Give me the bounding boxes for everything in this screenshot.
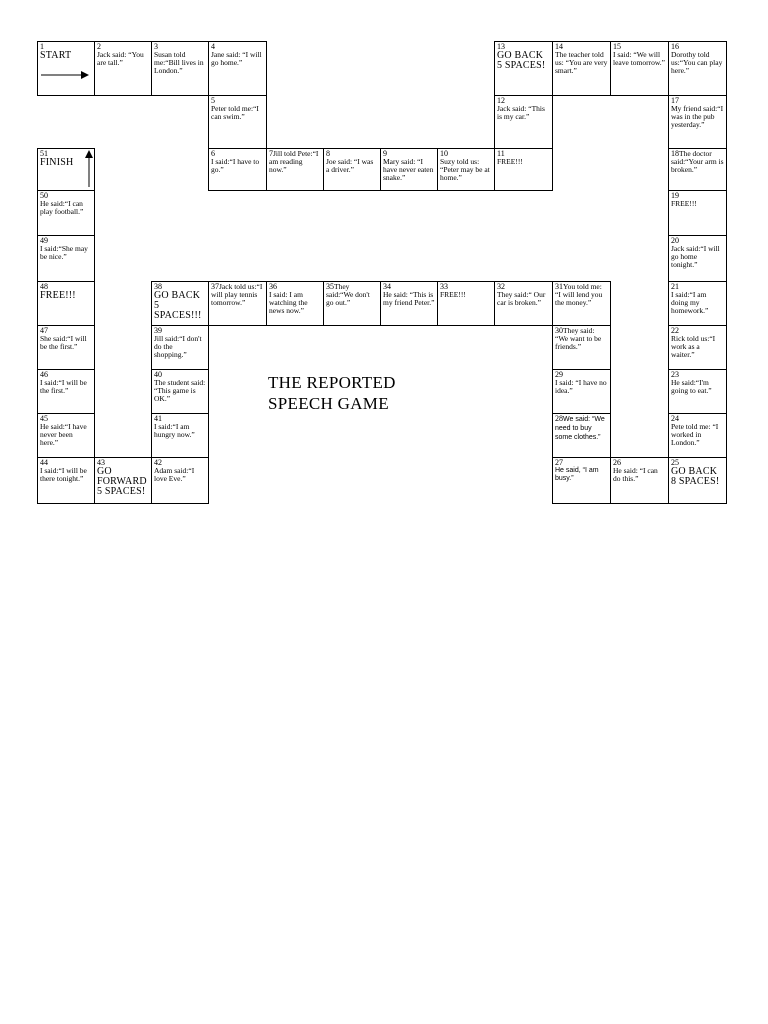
cell-text: I said:“I am hungry now.” — [154, 422, 195, 440]
board-cell-19 — [668, 190, 727, 236]
cell-number: 13 — [497, 42, 505, 51]
cell-number: 44 — [40, 458, 48, 467]
board-cell-38 — [151, 281, 209, 326]
cell-text: He said: “This is my friend Peter.” — [383, 290, 435, 308]
cell-text: You told me: “I will lend you the money.” — [555, 282, 603, 308]
finish-arrow-icon — [83, 149, 95, 189]
cell-number: 20 — [671, 236, 679, 245]
cell-number: 3 — [154, 42, 158, 51]
cell-text: He said: “I can do this.” — [613, 466, 658, 484]
board-cell-17 — [668, 95, 727, 149]
cell-number: 47 — [40, 326, 48, 335]
cell-text: Jack said:“I will go home tonight.” — [671, 244, 720, 270]
cell-text: Dorothy told us:“You can play here.” — [671, 50, 723, 76]
cell-text: We said: “We need to buy some clothes.” — [555, 416, 605, 441]
cell-number: 43 — [97, 458, 105, 467]
board-cell-6 — [208, 148, 267, 191]
cell-number: 36 — [269, 282, 277, 291]
cell-text: START — [40, 50, 72, 61]
cell-text: He said:“I have never been here.” — [40, 422, 87, 448]
cell-text: GO FORWARD 5 SPACES! — [97, 466, 147, 497]
game-title — [268, 372, 396, 414]
cell-number: 37 — [211, 282, 219, 291]
cell-text: I said: I am watching the news now.” — [269, 290, 308, 316]
cell-number: 30 — [555, 326, 563, 335]
board-cell-26 — [610, 457, 669, 504]
cell-text: GO BACK 5 SPACES!!! — [154, 290, 202, 321]
cell-text: I said:“I am doing my homework.” — [671, 290, 709, 316]
cell-number: 19 — [671, 191, 679, 200]
cell-number: 12 — [497, 96, 505, 105]
cell-text: He said:“I can play football.” — [40, 199, 84, 217]
board-cell-20 — [668, 235, 727, 282]
cell-content — [555, 415, 608, 442]
cell-number: 6 — [211, 149, 215, 158]
board-cell-5 — [208, 95, 267, 149]
cell-number: 9 — [383, 149, 387, 158]
board-cell-49 — [37, 235, 95, 282]
cell-text: Adam said:“I love Eve.” — [154, 466, 195, 484]
cell-content — [555, 283, 608, 308]
cell-content — [555, 327, 608, 352]
board-cell-28 — [552, 413, 611, 458]
board-cell-33 — [437, 281, 495, 326]
board-cell-22 — [668, 325, 727, 370]
board-cell-12 — [494, 95, 553, 149]
board-cell-36 — [266, 281, 324, 326]
cell-number: 18 — [671, 149, 679, 158]
board-cell-7 — [266, 148, 324, 191]
cell-number: 4 — [211, 42, 215, 51]
board-cell-32 — [494, 281, 553, 326]
cell-text: FREE!!! — [671, 199, 697, 208]
cell-text: My friend said:“I was in the pub yesterday.” — [671, 104, 724, 130]
board-cell-16 — [668, 41, 727, 96]
board-cell-27 — [552, 457, 611, 504]
cell-text: Rick told us:“I work as a waiter.” — [671, 334, 716, 360]
cell-number: 51 — [40, 149, 48, 158]
cell-text: He said, “I am busy.” — [555, 467, 599, 482]
cell-number: 33 — [440, 282, 448, 291]
cell-number: 25 — [671, 458, 679, 467]
cell-text: I said: “We will leave tomorrow.” — [613, 50, 665, 68]
title-line-1: THE REPORTED — [268, 373, 396, 392]
cell-number: 22 — [671, 326, 679, 335]
cell-number: 27 — [555, 458, 563, 467]
cell-text: Mary said: “I have never eaten snake.” — [383, 157, 434, 183]
cell-number: 28 — [555, 414, 563, 423]
cell-number: 7 — [269, 149, 273, 158]
board-cell-40 — [151, 369, 209, 414]
cell-number: 42 — [154, 458, 162, 467]
board-cell-41 — [151, 413, 209, 458]
cell-text: FREE!!! — [440, 290, 466, 299]
cell-number: 26 — [613, 458, 621, 467]
cell-number: 31 — [555, 282, 563, 291]
cell-number: 46 — [40, 370, 48, 379]
cell-text: The teacher told us: “You are very smart.” — [555, 50, 608, 76]
cell-number: 39 — [154, 326, 162, 335]
cell-text: The student said: “This game is OK.” — [154, 378, 206, 404]
cell-number: 45 — [40, 414, 48, 423]
board-cell-21 — [668, 281, 727, 326]
cell-number: 49 — [40, 236, 48, 245]
cell-text: Jane said: “I will go home.” — [211, 50, 262, 68]
cell-number: 23 — [671, 370, 679, 379]
cell-number: 16 — [671, 42, 679, 51]
board-cell-47 — [37, 325, 95, 370]
cell-number: 40 — [154, 370, 162, 379]
board-cell-29 — [552, 369, 611, 414]
board-cell-35 — [323, 281, 381, 326]
cell-number: 5 — [211, 96, 215, 105]
cell-number: 8 — [326, 149, 330, 158]
cell-content — [269, 150, 321, 175]
board-cell-37 — [208, 281, 267, 326]
cell-text: They said:“We don't go out.” — [326, 282, 370, 308]
board-cell-13 — [494, 41, 553, 96]
cell-number: 29 — [555, 370, 563, 379]
board-cell-11 — [494, 148, 553, 191]
board-cell-31 — [552, 281, 611, 326]
cell-text: Pete told me: “I worked in London.” — [671, 422, 719, 448]
cell-number: 48 — [40, 282, 48, 291]
cell-text: Jack said: “This is my car.” — [497, 104, 545, 122]
board-cell-4 — [208, 41, 267, 96]
cell-number: 14 — [555, 42, 563, 51]
cell-text: GO BACK 5 SPACES! — [497, 50, 546, 71]
board-cell-24 — [668, 413, 727, 458]
cell-number: 38 — [154, 282, 162, 291]
cell-text: Jack said: “You are tall.” — [97, 50, 144, 68]
cell-text: FREE!!! — [497, 157, 523, 166]
cell-content — [671, 150, 724, 175]
cell-number: 32 — [497, 282, 505, 291]
board-cell-18 — [668, 148, 727, 191]
board-cell-25 — [668, 457, 727, 504]
cell-text: GO BACK 8 SPACES! — [671, 466, 720, 487]
board-cell-30 — [552, 325, 611, 370]
board-cell-50 — [37, 190, 95, 236]
cell-text: The doctor said:“Your arm is broken.” — [671, 149, 724, 175]
cell-text: I said: “I have no idea.” — [555, 378, 607, 396]
board-cell-9 — [380, 148, 438, 191]
cell-text: Joe said: “I was a driver.” — [326, 157, 374, 175]
cell-number: 15 — [613, 42, 621, 51]
cell-content — [211, 283, 264, 308]
cell-text: FINISH — [40, 157, 74, 168]
cell-number: 10 — [440, 149, 448, 158]
cell-text: I said:“She may be nice.” — [40, 244, 88, 262]
cell-number: 35 — [326, 282, 334, 291]
board-cell-15 — [610, 41, 669, 96]
cell-text: FREE!!! — [40, 290, 76, 301]
cell-text: I said:“I will be the first.” — [40, 378, 87, 396]
start-arrow-icon — [41, 69, 91, 81]
board-cell-10 — [437, 148, 495, 191]
board-cell-14 — [552, 41, 611, 96]
cell-text: Jack told us:“I will play tennis tomorrow.” — [211, 282, 263, 308]
board-cell-34 — [380, 281, 438, 326]
board-cell-39 — [151, 325, 209, 370]
cell-text: Jill told Pete:“I am reading now.” — [269, 149, 319, 175]
board-cell-48 — [37, 281, 95, 326]
cell-text: I said:“I will be there tonight.” — [40, 466, 87, 484]
cell-text: They said: “We want to be friends.” — [555, 326, 602, 352]
cell-number: 50 — [40, 191, 48, 200]
board-cell-42 — [151, 457, 209, 504]
cell-text: She said:“I will be the first.” — [40, 334, 87, 352]
cell-number: 1 — [40, 42, 44, 51]
cell-text: They said:“ Our car is broken.” — [497, 290, 546, 308]
board-cell-8 — [323, 148, 381, 191]
cell-text: Jill said:“I don't do the shopping.” — [154, 334, 202, 360]
board-cell-46 — [37, 369, 95, 414]
cell-text: Peter told me:“I can swim.” — [211, 104, 259, 122]
board-cell-2 — [94, 41, 152, 96]
cell-number: 24 — [671, 414, 679, 423]
cell-number: 17 — [671, 96, 679, 105]
board-cell-44 — [37, 457, 95, 504]
board-cell-3 — [151, 41, 209, 96]
cell-number: 34 — [383, 282, 391, 291]
cell-text: Susan told me:“Bill lives in London.” — [154, 50, 204, 76]
board-cell-43 — [94, 457, 152, 504]
cell-number: 21 — [671, 282, 679, 291]
cell-text: Suzy told us: “Peter may be at home.” — [440, 157, 490, 183]
board-cell-45 — [37, 413, 95, 458]
cell-text: I said:“I have to go.” — [211, 157, 260, 175]
cell-number: 41 — [154, 414, 162, 423]
board-cell-23 — [668, 369, 727, 414]
cell-text: He said:“I'm going to eat.” — [671, 378, 712, 396]
cell-content — [326, 283, 378, 308]
title-line-2: SPEECH GAME — [268, 394, 389, 413]
cell-number: 2 — [97, 42, 101, 51]
cell-number: 11 — [497, 149, 505, 158]
